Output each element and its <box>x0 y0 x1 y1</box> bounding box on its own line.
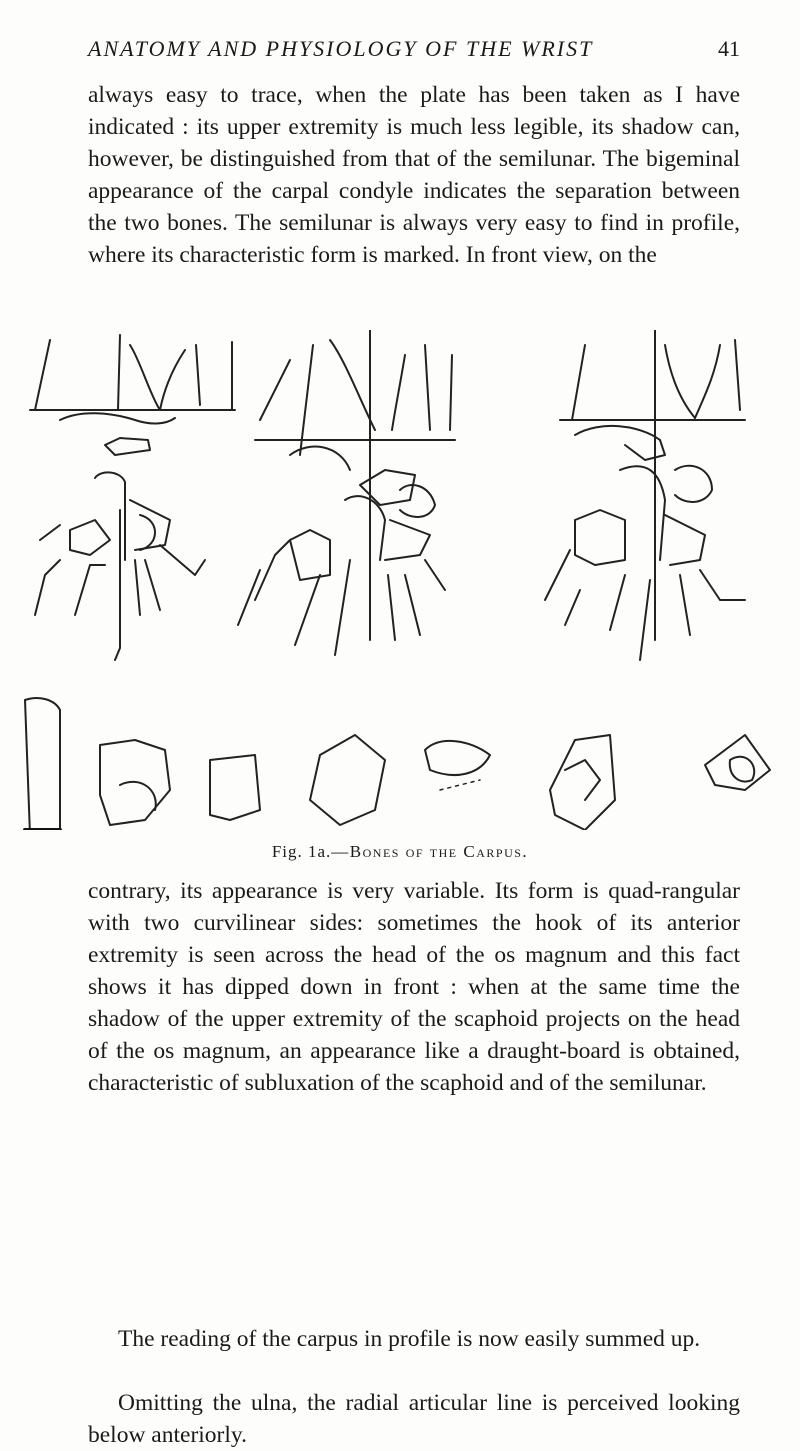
wrist-drawing-left <box>30 335 235 660</box>
paragraph-4: Omitting the ulna, the radial articular line is perceived looking below anteriorly. <box>88 1390 740 1448</box>
figure-caption <box>0 842 800 862</box>
carpus-figure <box>0 330 800 830</box>
isolated-carpal-bones <box>25 698 770 830</box>
paragraph-2: contrary, its appearance is very variable. Its form is quad-rangular with two curvilinear sides: sometimes the hook of its anterior extremity is seen across the head of the os magnum and this fact shows it has dipped down in front : when at the same time the shadow of the upper extremity of the scaphoid projects on the head of the os magnum, an appearance like a draught-board is obtained, characteristic of subluxation of the scaphoid and of the semilunar. <box>88 878 740 1096</box>
figure-title: —Bones of the Carpus. <box>331 842 529 861</box>
running-head: ANATOMY AND PHYSIOLOGY OF THE WRIST <box>88 36 594 61</box>
carpus-line-drawing <box>0 330 800 830</box>
wrist-drawing-right <box>545 330 745 660</box>
wrist-drawing-middle <box>238 330 455 655</box>
figure-label: Fig. 1a. <box>271 842 332 861</box>
paragraph-3: The reading of the carpus in profile is now easily summed up. <box>118 1326 701 1352</box>
page-number: 41 <box>718 36 740 61</box>
page-header <box>88 36 740 66</box>
paragraph-1: always easy to trace, when the plate has been taken as I have indicated : its upper extremity is much less legible, its shadow can, however, be distinguished from that of the semilunar. The bigeminal appearance of the carpal condyle indicates the separation between the two bones. The semilunar is always very easy to find in profile, where its characteristic form is marked. In front view, on the <box>88 82 740 268</box>
